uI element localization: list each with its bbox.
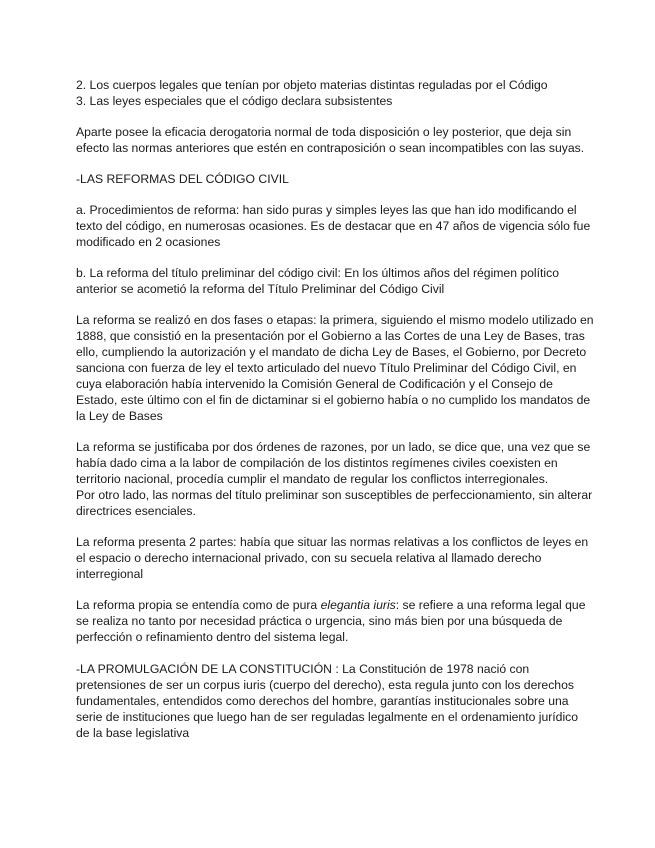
- paragraph-aparte: [76, 124, 585, 156]
- paragraph-titulo-preliminar: [76, 265, 585, 297]
- paragraph-line: Aparte posee la eficacia derogatoria normal de toda disposición o ley posterior, que deja sin: [76, 125, 572, 139]
- paragraph-line: fundamentales, entendidos como derechos del hombre, garantías institucionales sobre una: [76, 694, 569, 708]
- paragraph-elegantia: [76, 597, 585, 645]
- paragraph-line: ello, cumpliendo la autorización y el mandato de dicha Ley de Bases, el Gobierno, por Decreto: [76, 345, 587, 359]
- paragraph-line: [76, 597, 585, 613]
- paragraph-line: territorio nacional, procedía cumplir el mandato de regular los conflictos interregionales.: [76, 472, 549, 486]
- paragraph-line: anterior se acometió la reforma del Título Preliminar del Código Civil: [76, 282, 445, 296]
- paragraph-line: la Ley de Bases: [76, 409, 163, 423]
- paragraph-procedimientos: [76, 202, 591, 250]
- paragraph-line: b. La reforma del título preliminar del código civil: En los últimos años del régimen político: [76, 266, 559, 280]
- numbered-list: [76, 77, 585, 109]
- section-heading-reformas: [76, 171, 585, 187]
- paragraph-line: La reforma se realizó en dos fases o etapas: la primera, siguiendo el mismo modelo utilizado en: [76, 313, 594, 327]
- paragraph-line: efecto las normas anteriores que estén en contraposición o sean incompatibles con las suyas.: [76, 141, 585, 155]
- paragraph-line: La reforma se justificaba por dos órdenes de razones, por un lado, se dice que, una vez que se: [76, 440, 591, 454]
- paragraph-line: de la base legislativa: [76, 726, 190, 740]
- paragraph-constitucion: [76, 661, 585, 741]
- paragraph-line: el espacio o derecho internacional privado, con su secuela relativa al llamado derecho: [76, 551, 542, 565]
- text-run: : se refiere a una reforma legal que: [395, 598, 586, 612]
- paragraph-line: sanciona con fuerza de ley el texto articulado del nuevo Título Preliminar del Código Civil, en: [76, 361, 577, 375]
- paragraph-line: modificado en 2 ocasiones: [76, 235, 221, 249]
- paragraph-line: interregional: [76, 567, 144, 581]
- italic-term: elegantia iuris: [320, 598, 396, 612]
- paragraph-fases: [76, 312, 594, 424]
- paragraph-line: directrices esenciales.: [76, 504, 196, 518]
- paragraph-line: pretensiones de ser un corpus iuris (cuerpo del derecho), esta regula junto con los derechos: [76, 678, 574, 692]
- paragraph-line: cuya elaboración había intervenido la Comisión General de Codificación y el Consejo de: [76, 377, 553, 391]
- heading-text: -LAS REFORMAS DEL CÓDIGO CIVIL: [76, 172, 289, 186]
- paragraph-line: perfección o refinamiento dentro del sistema legal.: [76, 630, 349, 644]
- paragraph-line: 1888, que consistió en la presentación por el Gobierno a las Cortes de una Ley de Bases, tras: [76, 329, 585, 343]
- list-item: 3. Las leyes especiales que el código declara subsistentes: [76, 94, 393, 108]
- paragraph-line: Por otro lado, las normas del título preliminar son susceptibles de perfeccionamiento, sin alterar: [76, 488, 593, 502]
- paragraph-line: -LA PROMULGACIÓN DE LA CONSTITUCIÓN : La Constitución de 1978 nació con: [76, 662, 530, 676]
- paragraph-line: a. Procedimientos de reforma: han sido puras y simples leyes las que han ido modificando el: [76, 203, 577, 217]
- paragraph-line: serie de instituciones que luego han de ser reguladas legalmente en el ordenamiento jurídico: [76, 710, 579, 724]
- paragraph-line: había dado cima a la labor de compilación de los distintos regímenes civiles coexisten en: [76, 456, 558, 470]
- paragraph-line: La reforma presenta 2 partes: había que situar las normas relativas a los conflictos de leyes en: [76, 535, 589, 549]
- paragraph-partes: [76, 534, 589, 582]
- paragraph-line: se realiza no tanto por necesidad práctica o urgencia, sino más bien por una búsqueda de: [76, 614, 563, 628]
- text-run: La reforma propia se entendía como de pura: [76, 598, 321, 612]
- paragraph-line: texto del código, en numerosas ocasiones. Es de destacar que en 47 años de vigencia sólo fue: [76, 219, 591, 233]
- list-item: 2. Los cuerpos legales que tenían por objeto materias distintas reguladas por el Código: [76, 78, 548, 92]
- paragraph-justifica: [76, 439, 593, 519]
- paragraph-line: Estado, este último con el fin de dictaminar si el gobierno había o no cumplido los mandatos de: [76, 393, 591, 407]
